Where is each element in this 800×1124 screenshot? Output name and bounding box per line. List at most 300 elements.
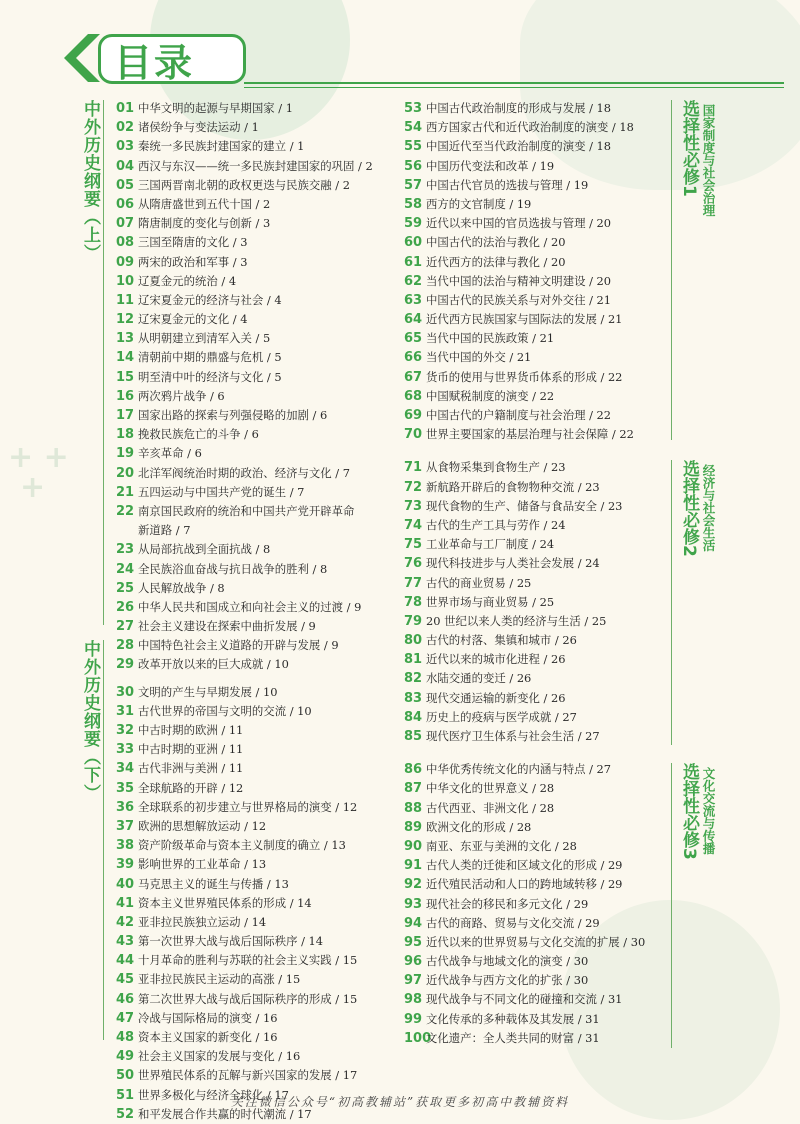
toc-entry[interactable] bbox=[404, 875, 645, 894]
header-rule bbox=[244, 82, 784, 84]
toc-entry[interactable] bbox=[116, 617, 373, 636]
lesson-number: 42 bbox=[116, 914, 135, 930]
toc-entry[interactable] bbox=[404, 708, 645, 727]
section-label-left-top: 中外历史纲要（上） bbox=[80, 100, 100, 262]
lesson-number: 20 bbox=[116, 465, 135, 481]
toc-entry[interactable] bbox=[116, 176, 373, 195]
lesson-number: 50 bbox=[116, 1068, 135, 1084]
lesson-number: 15 bbox=[116, 369, 135, 385]
lesson-number: 64 bbox=[404, 312, 423, 328]
lesson-number: 45 bbox=[116, 972, 135, 988]
lesson-number: 41 bbox=[116, 895, 135, 911]
lesson-number: 72 bbox=[404, 479, 423, 495]
lesson-title: 中国历代变法和改革 / 19 bbox=[426, 158, 555, 173]
lesson-title: 20 世纪以来人类的经济与生活 / 25 bbox=[426, 613, 607, 628]
toc-column-right bbox=[404, 99, 645, 1048]
toc-entry[interactable] bbox=[404, 348, 645, 367]
toc-entry[interactable] bbox=[116, 348, 373, 367]
lesson-title: 改革开放以来的巨大成就 / 10 bbox=[138, 657, 289, 672]
toc-entry[interactable] bbox=[116, 310, 373, 329]
toc-entry[interactable] bbox=[404, 1010, 645, 1029]
lesson-title: 辽宋夏金元的文化 / 4 bbox=[138, 312, 248, 327]
toc-entry[interactable] bbox=[404, 760, 645, 779]
lesson-title: 水陆交通的变迁 / 26 bbox=[426, 671, 532, 686]
section-label-right-1: 选择性必修1 bbox=[679, 100, 699, 197]
toc-entry[interactable] bbox=[116, 1066, 373, 1085]
lesson-number: 76 bbox=[404, 556, 423, 572]
lesson-title: 资产阶级革命与资本主义制度的确立 / 13 bbox=[138, 838, 346, 853]
toc-entry[interactable] bbox=[116, 759, 373, 778]
lesson-title: 从局部抗战到全面抗战 / 8 bbox=[138, 542, 271, 557]
toc-entry[interactable] bbox=[116, 502, 373, 521]
toc-entry[interactable] bbox=[116, 253, 373, 272]
lesson-title: 和平发展合作共赢的时代潮流 / 17 bbox=[138, 1106, 312, 1121]
lesson-number: 57 bbox=[404, 177, 423, 193]
toc-entry[interactable] bbox=[116, 118, 373, 137]
lesson-number: 46 bbox=[116, 991, 135, 1007]
lesson-number: 09 bbox=[116, 254, 135, 270]
lesson-number: 03 bbox=[116, 139, 135, 155]
toc-entry[interactable] bbox=[116, 875, 373, 894]
lesson-title: 亚非拉民族民主运动的高涨 / 15 bbox=[138, 972, 301, 987]
toc-entry[interactable] bbox=[116, 913, 373, 932]
lesson-title: 古代的商业贸易 / 25 bbox=[426, 575, 532, 590]
lesson-title: 现代食物的生产、储备与食品安全 / 23 bbox=[426, 498, 623, 513]
lesson-title: 两宋的政治和军事 / 3 bbox=[138, 254, 248, 269]
toc-entry[interactable] bbox=[116, 779, 373, 798]
toc-entry[interactable] bbox=[116, 1009, 373, 1028]
lesson-title: 古代的生产工具与劳作 / 24 bbox=[426, 517, 566, 532]
lesson-number: 33 bbox=[116, 742, 135, 758]
toc-entry[interactable] bbox=[404, 195, 645, 214]
lesson-number: 21 bbox=[116, 484, 135, 500]
lesson-number: 97 bbox=[404, 973, 423, 989]
toc-entry[interactable] bbox=[404, 176, 645, 195]
toc-list-elective-2 bbox=[404, 458, 645, 746]
lesson-number: 99 bbox=[404, 1011, 423, 1027]
lesson-title: 诸侯纷争与变法运动 / 1 bbox=[138, 120, 259, 135]
toc-entry[interactable] bbox=[116, 444, 373, 463]
lesson-number: 08 bbox=[116, 235, 135, 251]
toc-entry[interactable] bbox=[116, 817, 373, 836]
toc-entry[interactable] bbox=[404, 779, 645, 798]
section-sublabel-right-3: 文化交流与传播 bbox=[701, 767, 716, 855]
lesson-title: 现代医疗卫生体系与社会生活 / 27 bbox=[426, 729, 600, 743]
toc-entry[interactable] bbox=[404, 497, 645, 516]
toc-entry[interactable] bbox=[404, 214, 645, 233]
lesson-title: 中古时期的亚洲 / 11 bbox=[138, 742, 244, 757]
lesson-number: 11 bbox=[116, 292, 135, 308]
toc-entry[interactable] bbox=[116, 272, 373, 291]
lesson-title: 中国古代的民族关系与对外交往 / 21 bbox=[426, 292, 612, 307]
lesson-title: 五四运动与中国共产党的诞生 / 7 bbox=[138, 484, 305, 499]
lesson-title: 辽宋夏金元的经济与社会 / 4 bbox=[138, 292, 282, 307]
lesson-number: 01 bbox=[116, 101, 135, 116]
lesson-number: 27 bbox=[116, 619, 135, 635]
lesson-title: 当代中国的法治与精神文明建设 / 20 bbox=[426, 273, 612, 288]
lesson-number: 28 bbox=[116, 638, 135, 654]
section-divider bbox=[103, 640, 104, 1040]
lesson-number: 24 bbox=[116, 561, 135, 577]
lesson-number: 38 bbox=[116, 838, 135, 854]
toc-column-left bbox=[116, 99, 373, 1124]
toc-entry[interactable] bbox=[116, 99, 373, 118]
lesson-number: 81 bbox=[404, 652, 423, 668]
toc-entry[interactable] bbox=[404, 990, 645, 1009]
toc-entry[interactable] bbox=[116, 540, 373, 559]
toc-entry[interactable] bbox=[404, 387, 645, 406]
lesson-title: 古代西亚、非洲文化 / 28 bbox=[426, 800, 555, 815]
lesson-number: 65 bbox=[404, 331, 423, 347]
lesson-title: 文明的产生与早期发展 / 10 bbox=[138, 684, 278, 699]
lesson-number: 71 bbox=[404, 460, 423, 476]
toc-entry[interactable] bbox=[116, 579, 373, 598]
lesson-number: 79 bbox=[404, 613, 423, 629]
lesson-number: 90 bbox=[404, 838, 423, 854]
lesson-number: 14 bbox=[116, 350, 135, 366]
toc-entry[interactable] bbox=[116, 683, 373, 702]
toc-entry[interactable] bbox=[404, 895, 645, 914]
section-divider bbox=[671, 460, 672, 745]
toc-entry[interactable] bbox=[116, 636, 373, 655]
lesson-number: 82 bbox=[404, 671, 423, 687]
section-divider bbox=[103, 100, 104, 625]
toc-entry[interactable] bbox=[404, 799, 645, 818]
toc-entry[interactable] bbox=[404, 535, 645, 554]
toc-entry[interactable] bbox=[116, 560, 373, 579]
lesson-number: 37 bbox=[116, 818, 135, 834]
lesson-title: 文化遗产：全人类共同的财富 / 31 bbox=[426, 1030, 600, 1045]
toc-entry[interactable] bbox=[404, 368, 645, 387]
lesson-title: 第二次世界大战与战后国际秩序的形成 / 15 bbox=[138, 991, 358, 1006]
lesson-title: 亚非拉民族独立运动 / 14 bbox=[138, 914, 267, 929]
lesson-title: 挽救民族危亡的斗争 / 6 bbox=[138, 427, 259, 442]
toc-entry[interactable] bbox=[404, 118, 645, 137]
lesson-title: 古代战争与地域文化的演变 / 30 bbox=[426, 954, 589, 969]
toc-entry[interactable] bbox=[404, 554, 645, 573]
lesson-number: 19 bbox=[116, 446, 135, 462]
toc-entry[interactable] bbox=[404, 574, 645, 593]
lesson-title: 古代非洲与美洲 / 11 bbox=[138, 761, 244, 776]
lesson-title: 马克思主义的诞生与传播 / 13 bbox=[138, 876, 289, 891]
lesson-title: 中国古代政治制度的形成与发展 / 18 bbox=[426, 101, 612, 115]
lesson-number: 52 bbox=[116, 1106, 135, 1122]
lesson-number: 88 bbox=[404, 800, 423, 816]
toc-entry[interactable] bbox=[404, 971, 645, 990]
lesson-title: 中古时期的欧洲 / 11 bbox=[138, 723, 244, 737]
toc-entry[interactable] bbox=[116, 1028, 373, 1047]
lesson-number: 31 bbox=[116, 703, 135, 719]
toc-entry[interactable] bbox=[116, 798, 373, 817]
lesson-title: 全球联系的初步建立与世界格局的演变 / 12 bbox=[138, 799, 358, 814]
toc-entry[interactable] bbox=[404, 689, 645, 708]
lesson-number: 05 bbox=[116, 177, 135, 193]
lesson-number: 53 bbox=[404, 101, 423, 116]
lesson-number: 13 bbox=[116, 331, 135, 347]
lesson-title: 从隋唐盛世到五代十国 / 2 bbox=[138, 196, 271, 211]
lesson-title: 全民族浴血奋战与抗日战争的胜利 / 8 bbox=[138, 561, 328, 576]
lesson-title: 世界主要国家的基层治理与社会保障 / 22 bbox=[426, 427, 634, 442]
lesson-title: 中国古代的户籍制度与社会治理 / 22 bbox=[426, 408, 612, 422]
lesson-number: 48 bbox=[116, 1030, 135, 1045]
toc-entry[interactable] bbox=[404, 233, 645, 252]
toc-entry[interactable] bbox=[404, 650, 645, 669]
toc-entry[interactable] bbox=[116, 368, 373, 387]
toc-entry[interactable] bbox=[116, 425, 373, 444]
section-divider bbox=[671, 763, 672, 1048]
section-divider bbox=[671, 100, 672, 440]
lesson-title: 十月革命的胜利与苏联的社会主义实践 / 15 bbox=[138, 953, 358, 968]
toc-entry[interactable] bbox=[116, 214, 373, 233]
toc-entry[interactable] bbox=[404, 425, 645, 444]
toc-entry[interactable] bbox=[116, 483, 373, 502]
lesson-number: 49 bbox=[116, 1049, 135, 1065]
lesson-number: 63 bbox=[404, 292, 423, 308]
lesson-title: 南亚、东亚与美洲的文化 / 28 bbox=[426, 838, 577, 853]
toc-entry[interactable] bbox=[404, 458, 645, 477]
toc-entry[interactable] bbox=[116, 721, 373, 740]
toc-entry[interactable] bbox=[404, 291, 645, 310]
toc-entry[interactable] bbox=[404, 856, 645, 875]
toc-entry[interactable] bbox=[116, 598, 373, 617]
lesson-number: 47 bbox=[116, 1010, 135, 1026]
toc-entry[interactable] bbox=[116, 406, 373, 425]
toc-entry[interactable] bbox=[116, 894, 373, 913]
lesson-number: 30 bbox=[116, 684, 135, 700]
lesson-title: 辛亥革命 / 6 bbox=[138, 446, 202, 461]
toc-entry[interactable] bbox=[404, 837, 645, 856]
lesson-title: 三国至隋唐的文化 / 3 bbox=[138, 235, 248, 250]
toc-entry[interactable] bbox=[116, 970, 373, 989]
lesson-title: 近代以来的世界贸易与文化交流的扩展 / 30 bbox=[426, 934, 646, 949]
toc-entry[interactable] bbox=[116, 329, 373, 348]
toc-entry[interactable] bbox=[404, 612, 645, 631]
lesson-number: 26 bbox=[116, 599, 135, 615]
toc-entry[interactable] bbox=[404, 1029, 645, 1048]
lesson-number: 17 bbox=[116, 408, 135, 423]
toc-entry[interactable] bbox=[404, 818, 645, 837]
decor-plus-icon: + bbox=[20, 470, 46, 505]
lesson-number: 86 bbox=[404, 762, 423, 778]
lesson-number: 94 bbox=[404, 915, 423, 931]
lesson-number: 54 bbox=[404, 120, 423, 136]
toc-entry[interactable] bbox=[404, 952, 645, 971]
lesson-title: 西方国家古代和近代政治制度的演变 / 18 bbox=[426, 120, 634, 135]
lesson-number: 83 bbox=[404, 690, 423, 706]
lesson-title: 中华优秀传统文化的内涵与特点 / 27 bbox=[426, 762, 612, 777]
lesson-number: 98 bbox=[404, 992, 423, 1008]
lesson-title: 中华文化的世界意义 / 28 bbox=[426, 781, 555, 796]
lesson-title: 货币的使用与世界货币体系的形成 / 22 bbox=[426, 369, 623, 384]
lesson-title: 第一次世界大战与战后国际秩序 / 14 bbox=[138, 934, 324, 949]
lesson-number: 34 bbox=[116, 761, 135, 777]
toc-entry[interactable] bbox=[404, 593, 645, 612]
lesson-number: 44 bbox=[116, 953, 135, 969]
lesson-title: 资本主义国家的新变化 / 16 bbox=[138, 1030, 278, 1044]
lesson-title: 从食物采集到食物生产 / 23 bbox=[426, 460, 566, 475]
lesson-number: 80 bbox=[404, 633, 423, 649]
lesson-number: 68 bbox=[404, 388, 423, 404]
lesson-number: 70 bbox=[404, 427, 423, 443]
lesson-number: 84 bbox=[404, 709, 423, 725]
lesson-number: 61 bbox=[404, 254, 423, 270]
toc-entry[interactable] bbox=[404, 157, 645, 176]
toc-entry[interactable] bbox=[404, 914, 645, 933]
toc-entry[interactable] bbox=[116, 932, 373, 951]
section-sublabel-right-2: 经济与社会生活 bbox=[701, 464, 716, 552]
lesson-title: 影响世界的工业革命 / 13 bbox=[138, 857, 267, 872]
section-label-right-2: 选择性必修2 bbox=[679, 460, 699, 557]
lesson-title: 冷战与国际格局的演变 / 16 bbox=[138, 1010, 278, 1025]
lesson-title: 近代西方民族国家与国际法的发展 / 21 bbox=[426, 312, 623, 327]
toc-entry[interactable] bbox=[404, 478, 645, 497]
lesson-title: 古代的村落、集镇和城市 / 26 bbox=[426, 633, 577, 648]
toc-entry[interactable] bbox=[116, 195, 373, 214]
lesson-number: 16 bbox=[116, 388, 135, 404]
toc-entry[interactable] bbox=[116, 464, 373, 483]
toc-entry[interactable] bbox=[116, 702, 373, 721]
lesson-number: 32 bbox=[116, 723, 135, 738]
lesson-number: 06 bbox=[116, 196, 135, 212]
lesson-title: 人民解放战争 / 8 bbox=[138, 580, 225, 595]
lesson-title: 中华文明的起源与早期国家 / 1 bbox=[138, 101, 294, 115]
lesson-title: 明至清中叶的经济与文化 / 5 bbox=[138, 369, 282, 384]
lesson-title: 中国古代官员的选拔与管理 / 19 bbox=[426, 177, 589, 192]
lesson-number: 07 bbox=[116, 216, 135, 232]
lesson-title: 欧洲的思想解放运动 / 12 bbox=[138, 818, 267, 833]
lesson-title: 中国赋税制度的演变 / 22 bbox=[426, 388, 555, 403]
header-rule bbox=[244, 87, 784, 88]
lesson-title: 近代以来的城市化进程 / 26 bbox=[426, 652, 566, 667]
toc-entry[interactable] bbox=[404, 253, 645, 272]
toc-entry[interactable] bbox=[116, 157, 373, 176]
lesson-title: 中国近代至当代政治制度的演变 / 18 bbox=[426, 139, 612, 154]
lesson-title: 南京国民政府的统治和中国共产党开辟革命 bbox=[138, 503, 355, 518]
lesson-number: 04 bbox=[116, 158, 135, 174]
lesson-number: 22 bbox=[116, 503, 135, 519]
lesson-number: 67 bbox=[404, 369, 423, 385]
lesson-title-continued: 新道路 / 7 bbox=[138, 523, 191, 538]
lesson-title: 当代中国的外交 / 21 bbox=[426, 350, 532, 365]
lesson-number: 75 bbox=[404, 537, 423, 553]
lesson-number: 96 bbox=[404, 954, 423, 970]
lesson-number: 93 bbox=[404, 896, 423, 912]
lesson-title: 现代战争与不同文化的碰撞和交流 / 31 bbox=[426, 992, 623, 1007]
lesson-title: 中华人民共和国成立和向社会主义的过渡 / 9 bbox=[138, 599, 362, 614]
lesson-number: 73 bbox=[404, 498, 423, 514]
lesson-number: 78 bbox=[404, 594, 423, 610]
lesson-number: 89 bbox=[404, 819, 423, 835]
lesson-number: 35 bbox=[116, 780, 135, 796]
toc-entry[interactable] bbox=[404, 516, 645, 535]
lesson-title: 三国两晋南北朝的政权更迭与民族交融 / 2 bbox=[138, 177, 350, 192]
toc-entry[interactable] bbox=[116, 836, 373, 855]
page-title: 目录 bbox=[114, 41, 195, 85]
toc-entry[interactable] bbox=[404, 406, 645, 425]
section-label-right-3: 选择性必修3 bbox=[679, 763, 699, 860]
lesson-number: 87 bbox=[404, 781, 423, 797]
toc-entry[interactable] bbox=[404, 272, 645, 291]
toc-entry[interactable] bbox=[116, 137, 373, 156]
lesson-number: 85 bbox=[404, 729, 423, 744]
section-sublabel-right-1: 国家制度与社会治理 bbox=[701, 104, 716, 217]
lesson-number: 69 bbox=[404, 408, 423, 423]
lesson-title: 近代战争与西方文化的扩张 / 30 bbox=[426, 973, 589, 988]
toc-entry[interactable] bbox=[116, 855, 373, 874]
lesson-title: 当代中国的民族政策 / 21 bbox=[426, 331, 555, 346]
lesson-number: 66 bbox=[404, 350, 423, 366]
lesson-number: 12 bbox=[116, 312, 135, 328]
lesson-title: 文化传承的多种载体及其发展 / 31 bbox=[426, 1011, 600, 1026]
lesson-number: 51 bbox=[116, 1087, 135, 1103]
toc-entry[interactable] bbox=[116, 990, 373, 1009]
decor-plus-icon: + + bbox=[8, 440, 69, 475]
toc-entry[interactable] bbox=[116, 233, 373, 252]
lesson-number: 62 bbox=[404, 273, 423, 289]
lesson-number: 100 bbox=[404, 1030, 432, 1046]
lesson-number: 23 bbox=[116, 542, 135, 558]
lesson-number: 10 bbox=[116, 273, 135, 289]
toc-list-elective-3 bbox=[404, 760, 645, 1048]
lesson-number: 18 bbox=[116, 427, 135, 443]
lesson-number: 55 bbox=[404, 139, 423, 155]
lesson-title: 国家出路的探索与列强侵略的加剧 / 6 bbox=[138, 408, 328, 422]
lesson-title: 社会主义建设在探索中曲折发展 / 9 bbox=[138, 619, 316, 634]
lesson-title: 现代科技进步与人类社会发展 / 24 bbox=[426, 556, 600, 571]
toc-entry[interactable] bbox=[404, 669, 645, 688]
lesson-title: 资本主义世界殖民体系的形成 / 14 bbox=[138, 895, 312, 910]
lesson-number: 59 bbox=[404, 216, 423, 232]
toc-entry[interactable] bbox=[116, 291, 373, 310]
lesson-title: 世界殖民体系的瓦解与新兴国家的发展 / 17 bbox=[138, 1068, 358, 1083]
toc-entry[interactable] bbox=[404, 727, 645, 746]
toc-entry[interactable] bbox=[404, 310, 645, 329]
lesson-number: 39 bbox=[116, 857, 135, 873]
lesson-number: 77 bbox=[404, 575, 423, 591]
toc-list-upper bbox=[116, 99, 373, 675]
toc-entry[interactable] bbox=[116, 1047, 373, 1066]
toc-entry[interactable] bbox=[116, 387, 373, 406]
toc-list-lower bbox=[116, 683, 373, 1124]
toc-entry[interactable] bbox=[116, 951, 373, 970]
toc-entry[interactable] bbox=[404, 137, 645, 156]
toc-list-elective-1 bbox=[404, 99, 645, 444]
lesson-number: 74 bbox=[404, 517, 423, 533]
toc-entry[interactable] bbox=[404, 631, 645, 650]
lesson-title: 西方的文官制度 / 19 bbox=[426, 196, 532, 211]
lesson-title: 历史上的疫病与医学成就 / 27 bbox=[426, 709, 577, 724]
lesson-title: 工业革命与工厂制度 / 24 bbox=[426, 537, 555, 552]
lesson-title: 古代人类的迁徙和区域文化的形成 / 29 bbox=[426, 858, 623, 873]
lesson-title: 社会主义国家的发展与变化 / 16 bbox=[138, 1049, 301, 1064]
lesson-number: 40 bbox=[116, 876, 135, 892]
lesson-title: 隋唐制度的变化与创新 / 3 bbox=[138, 216, 271, 231]
lesson-title: 中国古代的法治与教化 / 20 bbox=[426, 235, 566, 250]
lesson-number: 02 bbox=[116, 120, 135, 136]
lesson-title: 世界市场与商业贸易 / 25 bbox=[426, 594, 555, 609]
lesson-title: 从明朝建立到清军入关 / 5 bbox=[138, 331, 271, 346]
toc-header bbox=[58, 28, 788, 88]
lesson-title: 秦统一多民族封建国家的建立 / 1 bbox=[138, 139, 305, 154]
toc-entry[interactable] bbox=[404, 329, 645, 348]
toc-entry[interactable] bbox=[404, 99, 645, 118]
lesson-number: 95 bbox=[404, 934, 423, 950]
lesson-number: 29 bbox=[116, 657, 135, 673]
lesson-number: 60 bbox=[404, 235, 423, 251]
toc-entry[interactable] bbox=[404, 933, 645, 952]
toc-entry[interactable] bbox=[116, 740, 373, 759]
toc-entry[interactable] bbox=[116, 655, 373, 674]
